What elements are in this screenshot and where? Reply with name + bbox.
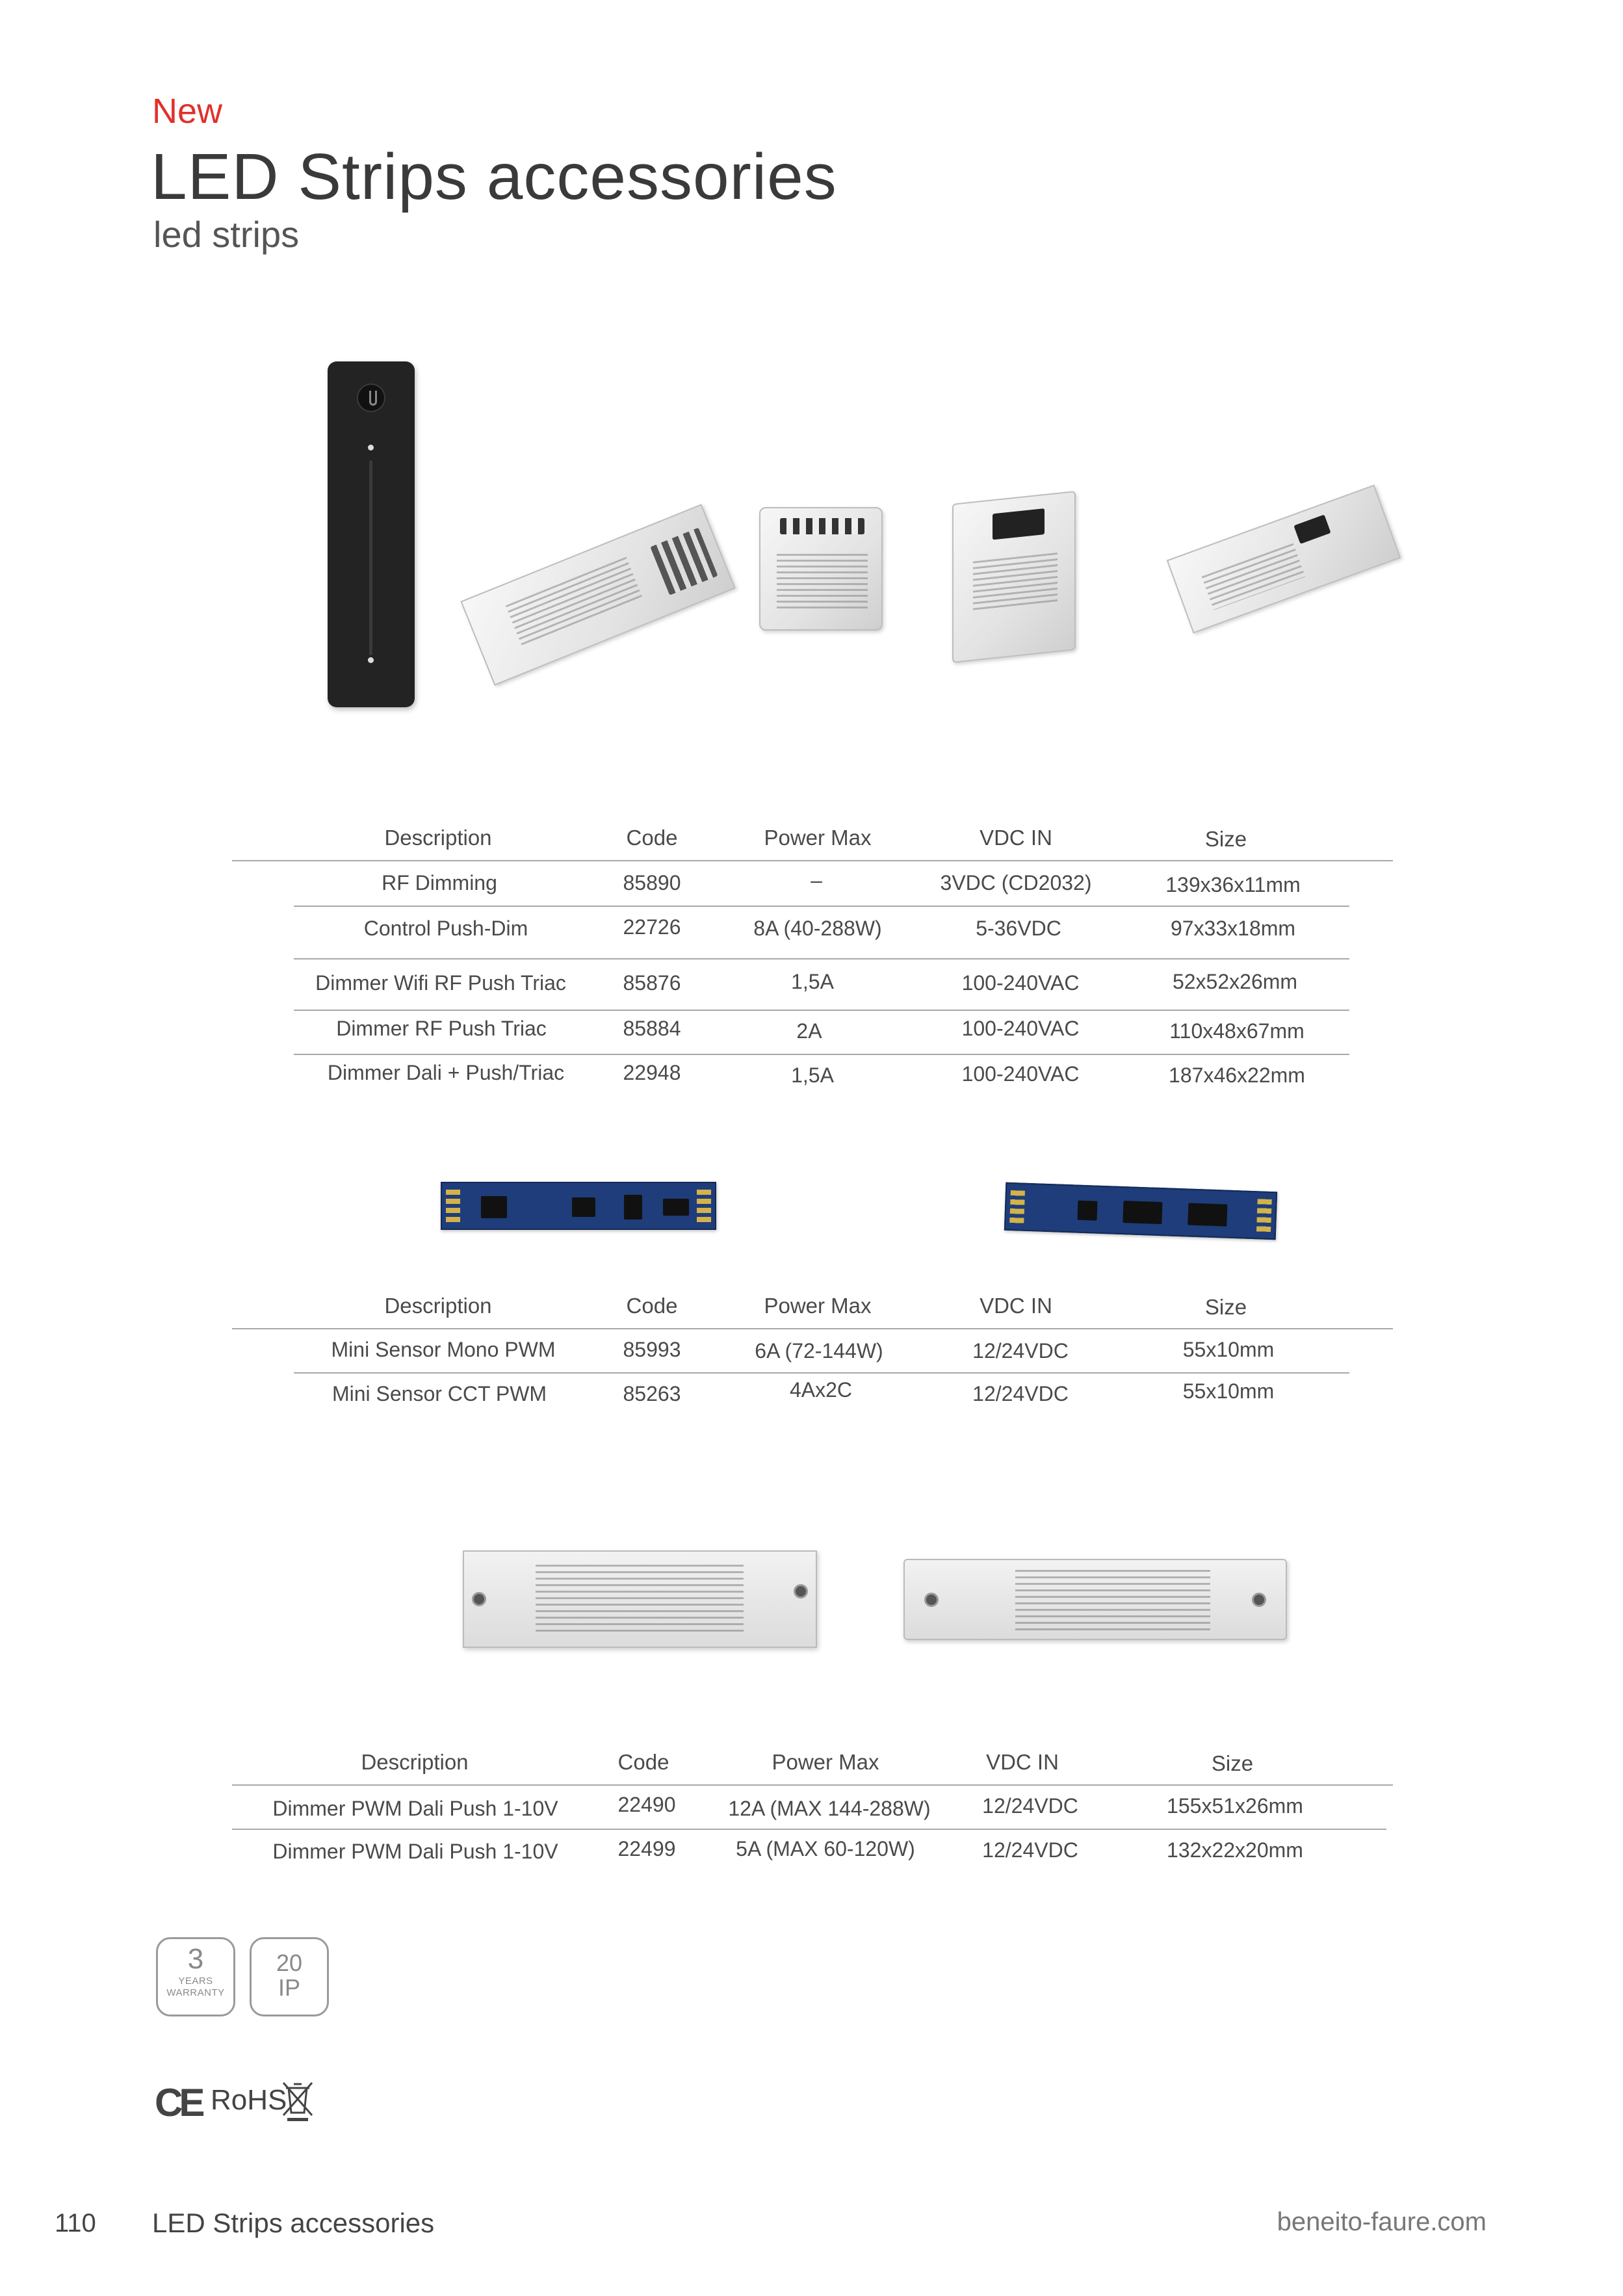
footer-website-link[interactable]: beneito-faure.com bbox=[1277, 2208, 1487, 2236]
power-icon bbox=[357, 384, 385, 412]
mini-sensor-cct-image bbox=[1004, 1182, 1277, 1240]
ce-mark-icon: CE bbox=[155, 2081, 201, 2124]
col-header-code: Code bbox=[626, 1294, 678, 1318]
col-header-vdc-in: VDC IN bbox=[986, 1750, 1059, 1774]
col-header-vdc-in: VDC IN bbox=[980, 826, 1052, 850]
header-divider bbox=[232, 1328, 1393, 1329]
row-divider bbox=[294, 958, 1349, 959]
col-header-description: Description bbox=[384, 1294, 492, 1318]
header-divider bbox=[232, 1784, 1393, 1786]
rohs-mark: RoHS bbox=[211, 2084, 287, 2116]
ip-rating-badge: 20 IP bbox=[250, 1937, 329, 2016]
row-divider bbox=[294, 1054, 1349, 1055]
col-header-size: Size bbox=[1204, 1295, 1247, 1319]
row-divider bbox=[232, 1829, 1386, 1830]
col-header-description: Description bbox=[361, 1750, 469, 1774]
page-subtitle: led strips bbox=[153, 214, 300, 255]
col-header-power-max: Power Max bbox=[764, 826, 872, 850]
col-header-power-max: Power Max bbox=[764, 1294, 872, 1318]
page-number: 110 bbox=[55, 2209, 96, 2237]
row-divider bbox=[294, 1010, 1349, 1011]
warranty-badge: 3 YEARS WARRANTY bbox=[156, 1937, 235, 2016]
col-header-code: Code bbox=[617, 1750, 669, 1774]
row-divider bbox=[294, 1372, 1349, 1374]
rf-remote-image bbox=[328, 361, 415, 707]
dimmer-pwm-dali-22490-image bbox=[463, 1550, 817, 1648]
col-header-power-max: Power Max bbox=[772, 1750, 879, 1774]
weee-bin-icon bbox=[281, 2080, 315, 2122]
col-header-vdc-in: VDC IN bbox=[980, 1294, 1052, 1318]
row-divider bbox=[294, 906, 1349, 907]
col-header-size: Size bbox=[1204, 827, 1247, 851]
dimmer-rf-push-triac-image bbox=[952, 491, 1076, 663]
mini-sensor-mono-image bbox=[441, 1182, 716, 1230]
page-title: LED Strips accessories bbox=[151, 140, 837, 213]
col-header-description: Description bbox=[384, 826, 492, 850]
col-header-code: Code bbox=[626, 826, 678, 850]
dimmer-pwm-dali-22499-image bbox=[903, 1559, 1287, 1640]
new-label: New bbox=[152, 92, 223, 131]
dimmer-dali-push-image bbox=[1167, 484, 1401, 633]
dimmer-wifi-rf-image bbox=[759, 507, 883, 631]
header-divider bbox=[232, 860, 1393, 861]
col-header-size: Size bbox=[1211, 1751, 1254, 1775]
control-push-dim-image bbox=[460, 504, 735, 686]
footer-section-title: LED Strips accessories bbox=[152, 2208, 435, 2238]
